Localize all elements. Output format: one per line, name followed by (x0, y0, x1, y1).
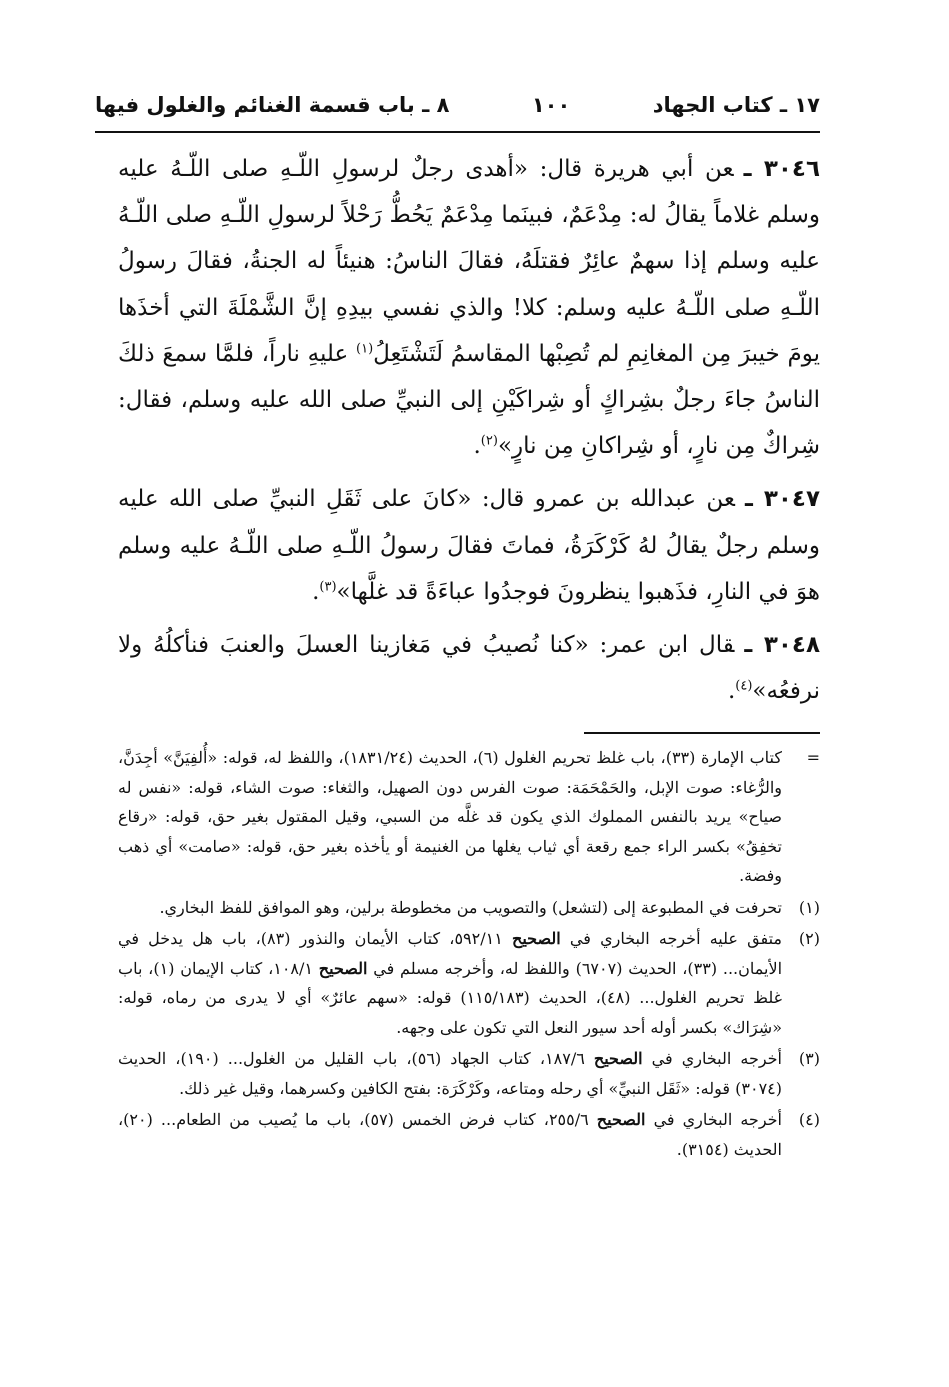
source-title: الصحيح (596, 1110, 646, 1129)
footnote-ref: (٣) (319, 579, 337, 595)
footnote-text: كتاب الإمارة (٣٣)، باب غلظ تحريم الغلول (٦)، الحديث (١٨٣١/٢٤)، واللفظ له، قوله: «أُلفِيَنَّ» أجِدَنَّ، والرُّغاء: صوت الإبل، والحَمْحَمَة: صوت الفرس دون الصهيل، والثغاء: صوت الشاء، قوله: «نفس له صياح» يريد بالنفس المملوك الذي يكون قد غلَّه من السبي، وقيل المقتول بغير حق، قوله: «رقاع تخفِقُ» بكسر الراء جمع رقعة أي ثياب يغلها من الغنيمة أو يأخذه بغير حق، قوله: «صامت» أي ذهب وفضة. (118, 748, 783, 885)
footnote-text-part: متفق عليه أخرجه البخاري في (560, 929, 783, 948)
hadith-text-continued: عليهِ ناراً، فلمَّا سمعَ ذلكَ الناسُ جاءَ رجلٌ بشِراكٍ أو شِراكَيْنِ إلى النبيِّ صلى الله عليه وسلم، فقال: شِراكٌ مِن نارٍ، أو شِراكانِ مِن نارٍ» (118, 340, 820, 460)
page-number: ١٠٠ (531, 93, 571, 117)
hadith-number: ٣٠٤٧ ـ (744, 486, 820, 513)
footnote-4 (118, 1105, 820, 1164)
source-title: الصحيح (593, 1049, 643, 1068)
hadith-number: ٣٠٤٨ ـ (744, 632, 820, 659)
footnote-continued (118, 743, 820, 891)
footnote-text (118, 924, 782, 1042)
footnotes (118, 743, 820, 1166)
footnote-text-part: ١٠٨/١، كتاب الإيمان (١)، باب غلظ تحريم الغلول... (٤٨)، الحديث (١١٥/١٨٣) قوله: «سهم عائرٌ» أي لا يدرى من رماه، قوله: «شِرَاك» بكسر أوله أحد سيور النعل التي تكون على وجهه. (118, 958, 783, 1037)
chapter-title: ١٧ ـ كتاب الجهاد (652, 93, 820, 117)
footnote-text-part: أخرجه البخاري في (642, 1049, 783, 1068)
main-text (118, 146, 820, 721)
header-rule (95, 131, 820, 133)
end-mark: . (312, 578, 320, 605)
footnote-text: تحرفت في المطبوعة إلى (لتشعل) والتصويب من مخطوطة برلين، وهو الموافق للفظ البخاري. (159, 897, 782, 917)
running-header (95, 86, 820, 124)
footnote-rule (584, 732, 820, 734)
section-title: ٨ ـ باب قسمة الغنائم والغلول فيها (95, 93, 450, 117)
hadith-text: قال ابن عمر: «كنا نُصيبُ في مَغازينا العسلَ والعنبَ فنأكلُهُ ولا نرفعُه» (118, 632, 820, 705)
footnote-text-part: أخرجه البخاري في (645, 1110, 782, 1129)
footnote-mark: (٣) (798, 1049, 820, 1068)
end-mark: . (473, 433, 481, 460)
footnote-ref: (٢) (480, 433, 498, 449)
hadith-3046 (118, 146, 820, 469)
hadith-text: عن أبي هريرة قال: «أهدى رجلٌ لرسولِ اللّـهِ صلى اللّـهُ عليه وسلم غلاماً يقالُ له: مِدْعَمٌ، فبينَما مِدْعَمٌ يَحُطُّ رَحْلاً لرسولِ اللّـهِ صلى اللّـهُ عليه وسلم إذا سهمٌ عائِرٌ فقتلَهُ، فقالَ الناسُ: هنيئاً له الجنةُ، فقالَ رسولُ اللّـهِ صلى اللّـهُ عليه وسلم: كلا! والذي نفسي بيدِهِ إنَّ الشَّمْلَةَ التي أخذَها يومَ خيبرَ مِن المغانِمِ لم تُصِبْها المقاسمُ لَتَشْتَعِلُ (118, 156, 821, 367)
footnote-mark: (٤) (798, 1110, 820, 1129)
footnote-mark: (١) (798, 897, 820, 917)
hadith-3048 (118, 622, 820, 714)
footnote-mark: = (806, 748, 820, 767)
footnote-text (118, 1044, 782, 1103)
footnote-text-part: ٢٥٥/٦، كتاب فرض الخمس (٥٧)، باب ما يُصيب من الطعام... (٢٠)، الحديث (٣١٥٤). (118, 1110, 782, 1159)
source-title: الصحيح (512, 929, 561, 948)
footnote-text-part: ١٨٧/٦، كتاب الجهاد (٥٦)، باب القليل من الغلول... (١٩٠)، الحديث (٣٠٧٤) قوله: «ثَقَل النبيِّ» أي رحله ومتاعه، وكَرْكَرَة: بفتح الكافين وكسرهما، وقيل غير ذلك. (118, 1049, 782, 1098)
hadith-text: عن عبدالله بن عمرو قال: «كانَ على ثَقَلِ النبيِّ صلى الله عليه وسلم رجلٌ يقالُ لهُ كَرْكَرَةُ، فماتَ فقالَ رسولُ اللّـهِ صلى اللّـهُ عليه وسلم هوَ في النارِ، فذَهبوا ينظرونَ فوجدُوا عباءَةً قد غلَّها» (118, 486, 820, 605)
hadith-number: ٣٠٤٦ ـ (743, 156, 820, 182)
footnote-text-part: ٥٩٢/١١، كتاب الأيمان والنذور (٨٣)، باب هل يدخل في الأيمان... (٣٣)، الحديث (٦٧٠٧) واللفظ له، وأخرجه مسلم في (118, 929, 783, 978)
source-title: الصحيح (318, 958, 368, 978)
end-mark: . (727, 678, 736, 705)
footnote-ref: (٤) (735, 678, 753, 694)
footnote-text (118, 1105, 782, 1164)
footnote-ref: (١) (356, 341, 374, 357)
footnote-3 (118, 1044, 820, 1103)
footnote-2 (118, 924, 820, 1042)
footnote-mark: (٢) (798, 929, 820, 948)
footnote-1 (118, 893, 820, 923)
hadith-3047 (118, 476, 820, 615)
